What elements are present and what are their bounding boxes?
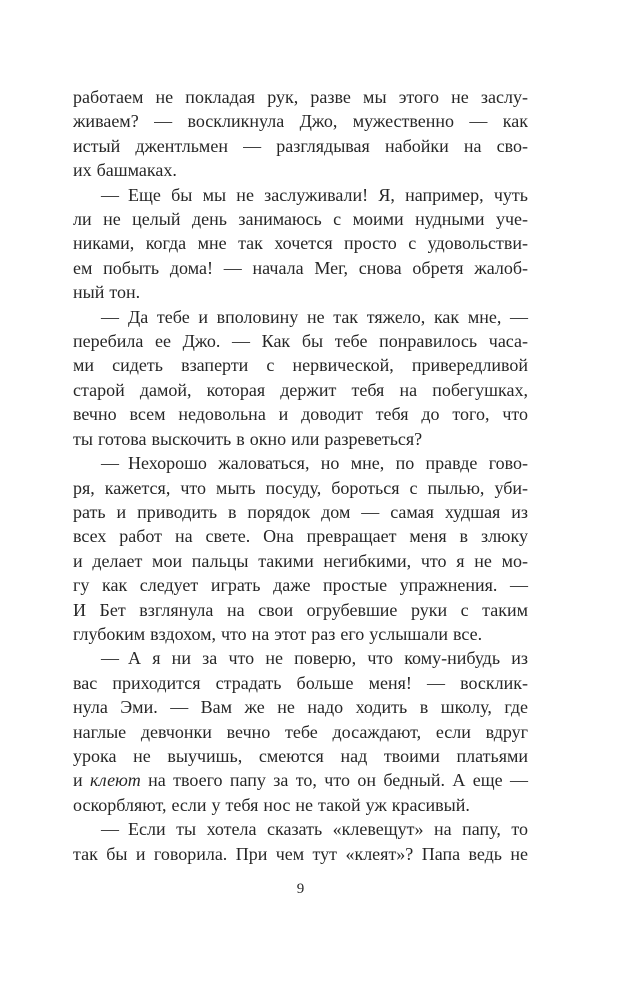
text-line: — Еще бы мы не заслуживали! Я, например, чуть [101, 184, 528, 205]
text-line: их башмаках. [73, 160, 177, 181]
text-line: — Нехорошо жаловаться, но мне, по правде гово- [101, 453, 528, 474]
text-line: и клеют на твоего папу за то, что он бедный. А еще — [73, 770, 528, 791]
text-line: ный тон. [73, 282, 141, 303]
paragraph [73, 817, 528, 866]
paragraph [73, 85, 528, 183]
text-line: оскорбляют, если у тебя нос не такой уж красивый. [73, 794, 470, 815]
text-line: гу как следует играть даже простые упражнения. — [73, 575, 528, 596]
text-block [73, 85, 528, 866]
paragraph [73, 305, 528, 451]
paragraph [73, 451, 528, 646]
text-line: глубоким вздохом, что на этот раз его услышали все. [73, 623, 483, 644]
italic-word: клеют [90, 770, 141, 791]
text-line: всех работ на свете. Она превращает меня в злюку [73, 526, 528, 547]
text-line: живаем? — воскликнула Джо, мужественно — как [73, 111, 528, 132]
text-line: — А я ни за что не поверю, что кому-нибудь из [101, 648, 528, 669]
text-line: истый джентльмен — разглядывая набойки на сво- [73, 135, 528, 156]
text-line: рать и приводить в порядок дом — самая худшая из [73, 501, 528, 522]
text-line: ты готова выскочить в окно или разреветься? [73, 428, 423, 449]
page-number: 9 [296, 881, 305, 897]
text-line: — Да тебе и вполовину не так тяжело, как мне, — [101, 306, 528, 327]
text-line: перебила ее Джо. — Как бы тебе понравилось часа- [73, 331, 528, 352]
text-line: и делает мои пальцы такими негибкими, что я не мо- [73, 550, 528, 571]
paragraph [73, 183, 528, 305]
paragraph [73, 646, 528, 817]
text-line: ря, кажется, что мыть посуду, бороться с пылью, уби- [73, 477, 528, 498]
text-line: И Бет взглянула на свои огрубевшие руки с таким [73, 599, 528, 620]
text-line: так бы и говорила. При чем тут «клеят»? Папа ведь не [73, 843, 528, 864]
text-line: ли не целый день занимаюсь с моими нудными уче- [73, 209, 528, 230]
text-line: нула Эми. — Вам же не надо ходить в школу, где [73, 697, 528, 718]
text-line: — Если ты хотела сказать «клевещут» на папу, то [101, 819, 528, 840]
text-line: вас приходится страдать больше меня! — восклик- [73, 672, 528, 693]
text-line: работаем не покладая рук, разве мы этого не заслу- [73, 87, 528, 107]
text-line: старой дамой, которая держит тебя на побегушках, [73, 379, 528, 400]
text-line: наглые девчонки вечно тебе досаждают, если вдруг [73, 721, 528, 742]
text-line: никами, когда мне так хочется просто с удовольстви- [73, 233, 528, 254]
text-line: ем побыть дома! — начала Мег, снова обретя жалоб- [73, 257, 528, 278]
text-line: урока не выучишь, смеются над твоими платьями [73, 745, 528, 766]
text-line: вечно всем недовольна и доводит тебя до того, что [73, 404, 528, 425]
text-line: ми сидеть взаперти с нервической, привередливой [73, 355, 528, 376]
